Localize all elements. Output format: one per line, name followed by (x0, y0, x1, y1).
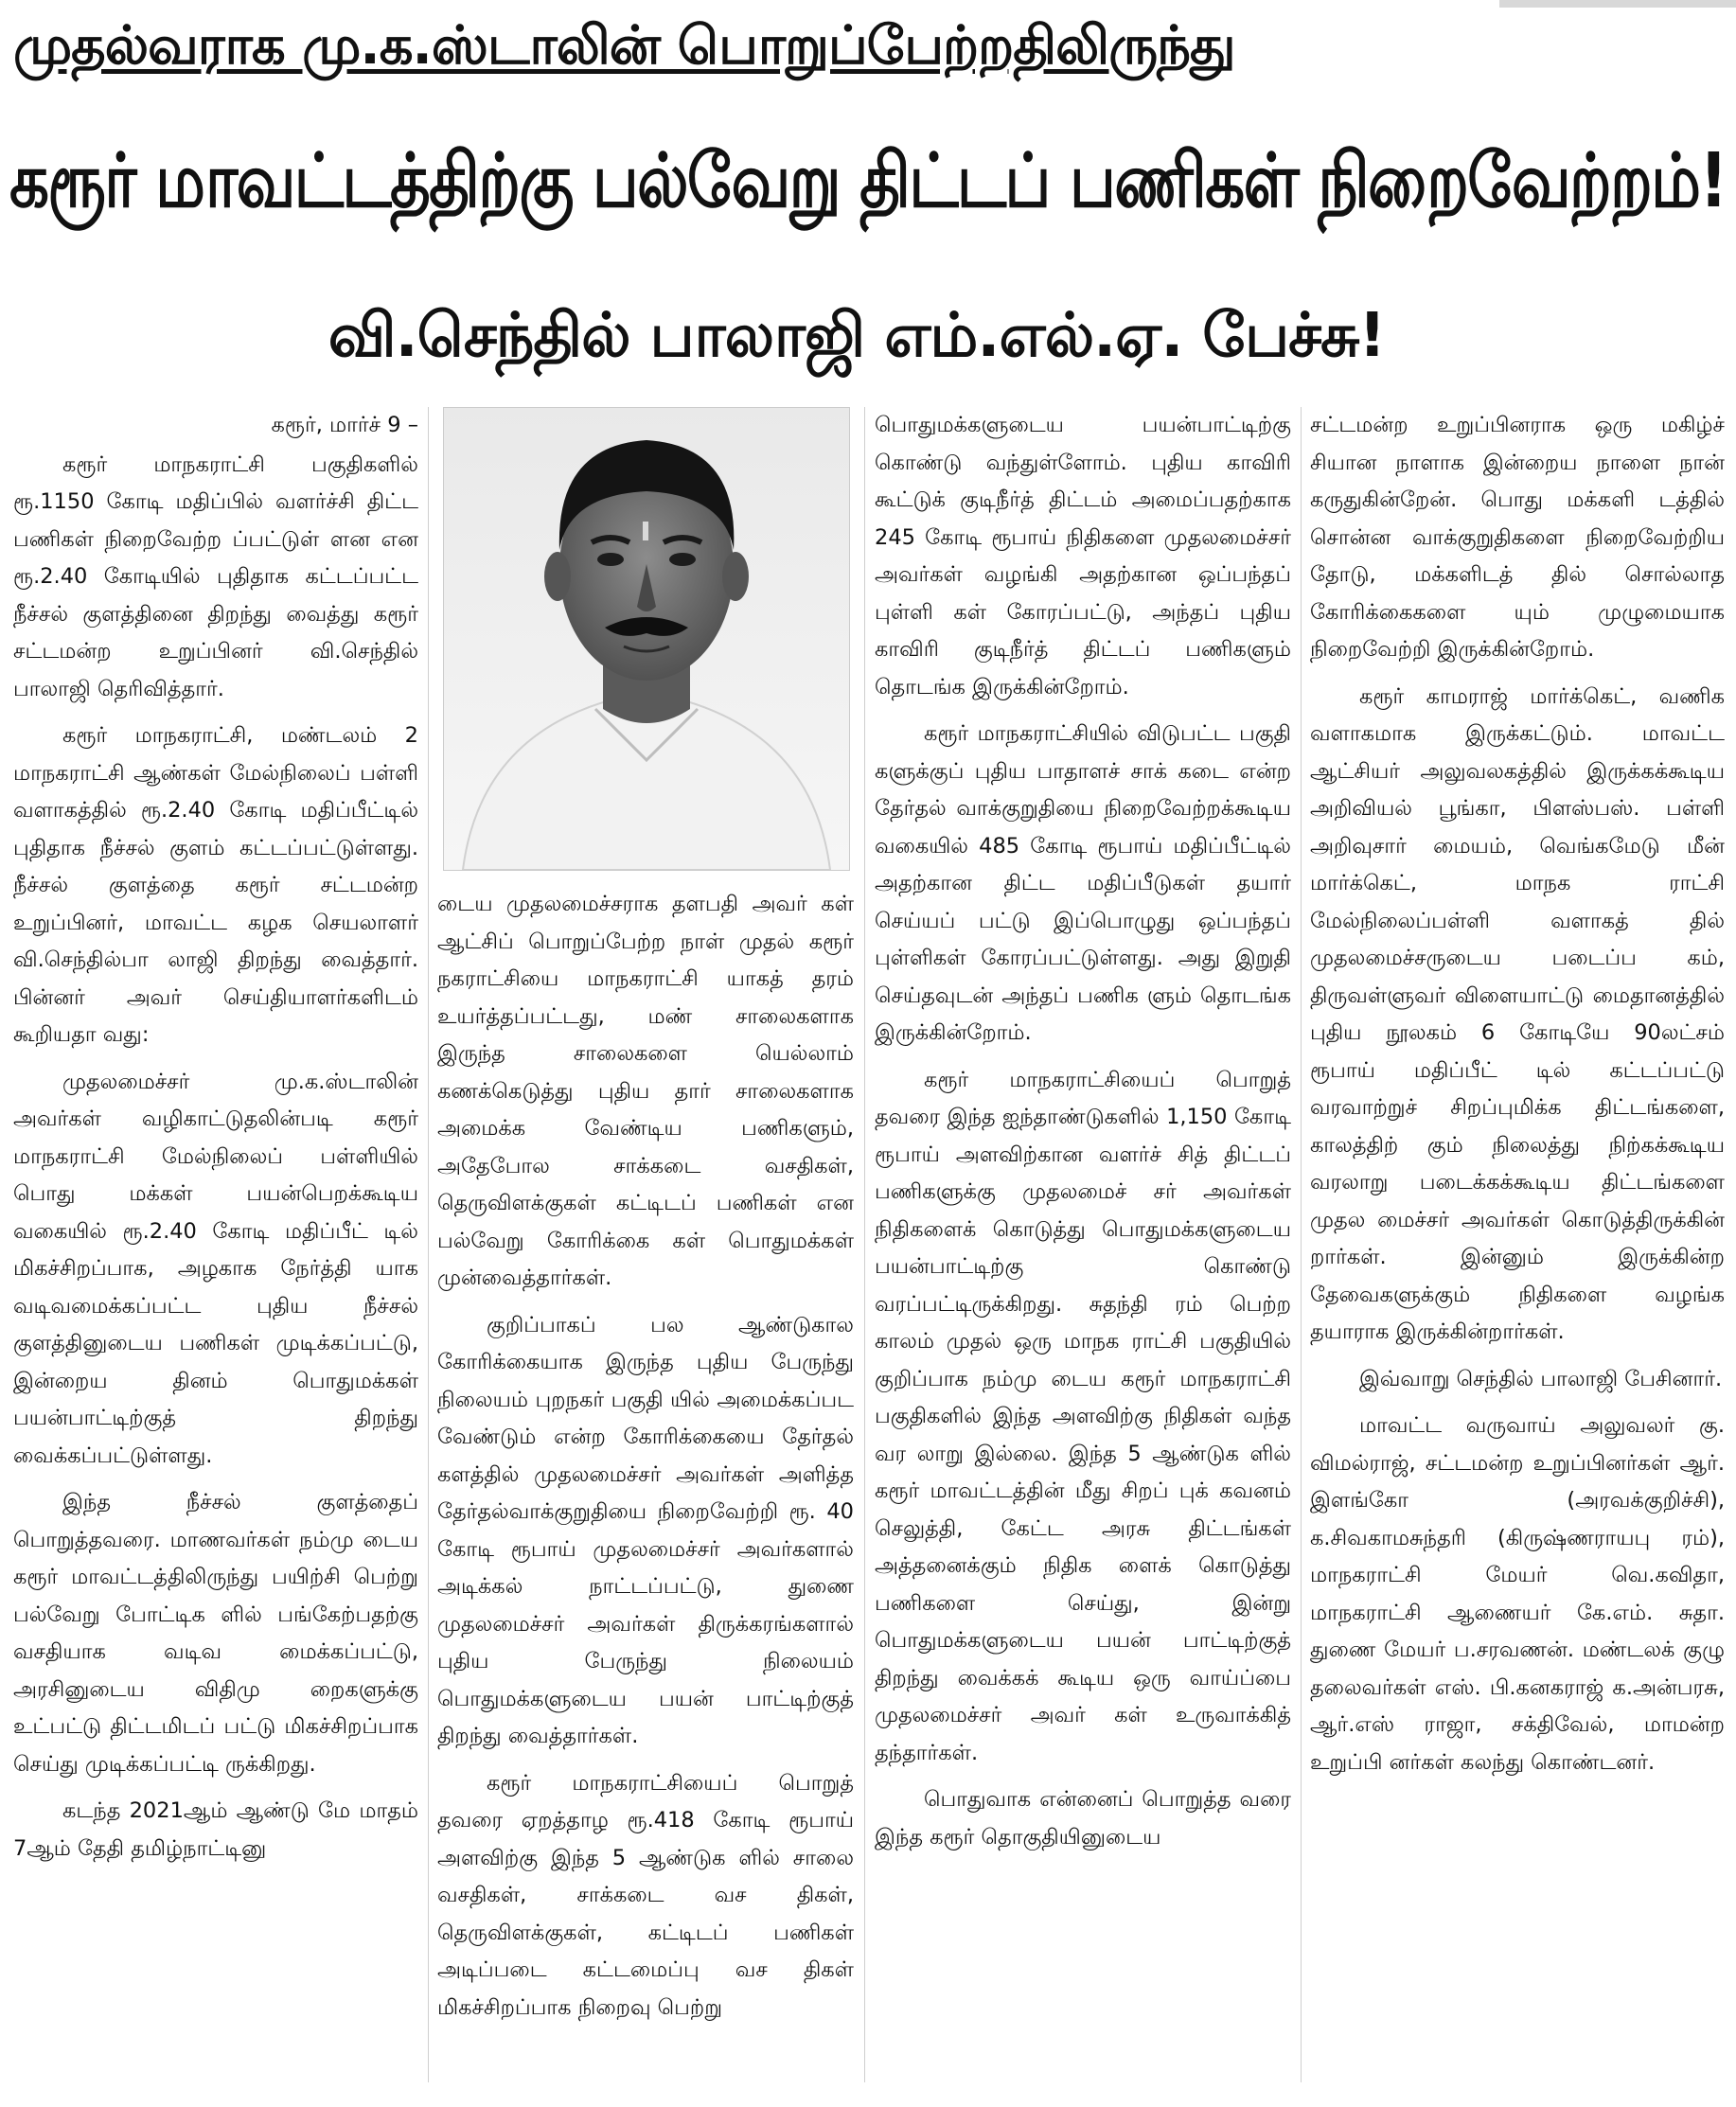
paragraph: கடந்த 2021ஆம் ஆண்டு மே மாதம் 7ஆம் தேதி தமிழ்நாட்டினு (13, 1798, 418, 1861)
paragraph: குறிப்பாகப் பல ஆண்டுகால கோரிக்கையாக இருந்த புதிய பேருந்து நிலையம் புறநகர் பகுதி யில் அமைக்கப்பட வேண்டும் என்ற கோரிக்கையை தேர்தல் களத்தில் முதலமைச்சர் அவர்கள் அளித்த தேர்தல்வாக்குறுதியை நிறைவேற்றி ரூ. 40 கோடி ரூபாய் முதலமைச்சர் அவர்களால் அடிக்கல் நாட்டப்பட்டு, துணை முதலமைச்சர் அவர்கள் திருக்கரங்களால் புதிய பேருந்து நிலையம் பொதுமக்களுடைய பயன் பாட்டிற்குத் திறந்து வைத்தார்கள். (437, 1312, 854, 1748)
main-headline: கரூர் மாவட்டத்திற்கு பல்வேறு திட்டப் பணிகள் நிறைவேற்றம்! (9, 137, 1727, 224)
paragraph: கரூர் மாநகராட்சி பகுதிகளில் ரூ.1150 கோடி மதிப்பில் வளர்ச்சி திட்ட பணிகள் நிறைவேற்ற ப்பட்டுள் ளன என ரூ.2.40 கோடியில் புதிதாக கட்டப்பட்ட நீச்சல் குளத்தினை திறந்து வைத்து கரூர் சட்டமன்ற உறுப்பினர் வி.செந்தில் பாலாஜி தெரிவித்தார். (13, 452, 418, 701)
paragraph: கரூர் மாநகராட்சி, மண்டலம் 2 மாநகராட்சி ஆண்கள் மேல்நிலைப் பள்ளி வளாகத்தில் ரூ.2.40 கோடி மதிப்பீட்டில் புதிதாக நீச்சல் குளம் கட்டப்பட்டுள்ளது. நீச்சல் குளத்தை கரூர் சட்டமன்ற உறுப்பினர், மாவட்ட கழக செயலாளர் வி.செந்தில்பா லாஜி திறந்து வைத்தார். பின்னர் அவர் செய்தியாளர்களிடம் கூறியதா வது: (13, 723, 418, 1047)
paragraph: கரூர் மாநகராட்சியைப் பொறுத் தவரை இந்த ஐந்தாண்டுகளில் 1,150 கோடி ரூபாய் அளவிற்கான வளர்ச் சித் திட்டப் பணிகளுக்கு முதலமைச் சர் அவர்கள் நிதிகளைக் கொடுத்து பொதுமக்களுடைய பயன்பாட்டிற்கு கொண்டு வரப்பட்டிருக்கிறது. சுதந்தி ரம் பெற்ற காலம் முதல் ஒரு மாநக ராட்சி பகுதியில் குறிப்பாக நம்மு டைய கரூர் மாநகராட்சி பகுதிகளில் இந்த அளவிற்கு நிதிகள் வந்த வர லாறு இல்லை. இந்த 5 ஆண்டுக ளில் கரூர் மாவட்டத்தின் மீது சிறப் புக் கவனம் செலுத்தி, கேட்ட அரசு திட்டங்கள் அத்தனைக்கும் நிதிக ளைக் கொடுத்து பணிகளை செய்து, இன்று பொதுமக்களுடைய பயன் பாட்டிற்குத் திறந்து வைக்கக் கூடிய ஒரு வாய்ப்பை முதலமைச்சர் அவர் கள் உருவாக்கித் தந்தார்கள். (875, 1067, 1291, 1765)
article-column-2 (437, 407, 854, 2036)
paragraph: இவ்வாறு செந்தில் பாலாஜி பேசினார். (1359, 1366, 1723, 1391)
article-column-3 (875, 407, 1291, 1866)
paragraph: மாவட்ட வருவாய் அலுவலர் கு. விமல்ராஜ், சட்டமன்ற உறுப்பினர்கள் ஆர். இளங்கோ (அரவக்குறிச்சி), க.சிவகாமசுந்தரி (கிருஷ்ணராயபு ரம்), மாநகராட்சி மேயர் வெ.கவிதா, மாநகராட்சி ஆணையர் கே.எம். சுதா. துணை மேயர் ப.சரவணன். மண்டலக் குழு தலைவர்கள் எஸ். பி.கனகராஜ் க.அன்பரசு, ஆர்.எஸ் ராஜா, சக்திவேல், மாமன்ற உறுப்பி னர்கள் கலந்து கொண்டனர். (1310, 1413, 1725, 1775)
kicker-headline: முதல்வராக மு.க.ஸ்டாலின் பொறுப்பேற்றதிலிருந்து (13, 15, 1235, 77)
paragraph: பொதுவாக என்னைப் பொறுத்த வரை இந்த கரூர் தொகுதியினுடைய (875, 1787, 1291, 1850)
paragraph: இந்த நீச்சல் குளத்தைப் பொறுத்தவரை. மாணவர்கள் நம்மு டைய கரூர் மாவட்டத்திலிருந்து பயிற்சி பெற்று பல்வேறு போட்டிக ளில் பங்கேற்பதற்கு வசதியாக வடிவ மைக்கப்பட்டு, அரசினுடைய விதிமு றைகளுக்கு உட்பட்டு திட்டமிடப் பட்டு மிகச்சிறப்பாக செய்து முடிக்கப்பட்டி ருக்கிறது. (13, 1490, 418, 1777)
portrait-image (444, 408, 849, 870)
column-divider (428, 407, 429, 2082)
paragraph: கரூர் மாநகராட்சியில் விடுபட்ட பகுதி களுக்குப் புதிய பாதாளச் சாக் கடை என்ற தேர்தல் வாக்குறுதியை நிறைவேற்றக்கூடிய வகையில் 485 கோடி ரூபாய் மதிப்பீட்டில் அதற்கான திட்ட மதிப்பீடுகள் தயார் செய்யப் பட்டு இப்பொழுது ஒப்பந்தப் புள்ளிகள் கோரப்பட்டுள்ளது. அது இறுதி செய்தவுடன் அந்தப் பணிக ளும் தொடங்க இருக்கின்றோம். (875, 721, 1291, 1045)
dateline: கரூர், மார்ச் 9 – (271, 413, 418, 437)
paragraph: சட்டமன்ற உறுப்பினராக ஒரு மகிழ்ச் சியான நாளாக இன்றைய நாளை நான் கருதுகின்றேன். பொது மக்களி டத்தில் சொன்ன வாக்குறுதிகளை நிறைவேற்றிய தோடு, மக்களிடத் தில் சொல்லாத கோரிக்கைகளை யும் முழுமையாக நிறைவேற்றி இருக்கின்றோம். (1310, 413, 1725, 662)
portrait-photo (443, 407, 850, 871)
article-column-4 (1310, 407, 1725, 1791)
column-divider (1301, 407, 1302, 2082)
paragraph: கரூர் மாநகராட்சியைப் பொறுத் தவரை ஏறத்தாழ ரூ.418 கோடி ரூபாய் அளவிற்கு இந்த 5 ஆண்டுக ளில் சாலை வசதிகள், சாக்கடை வச திகள், தெருவிளக்குகள், கட்டிடப் பணிகள் அடிப்படை கட்டமைப்பு வச திகள் மிகச்சிறப்பாக நிறைவு பெற்று (437, 1770, 854, 2020)
sub-headline: வி.செந்தில் பாலாஜி எம்.எல்.ஏ. பேச்சு! (328, 301, 1386, 371)
paragraph: பொதுமக்களுடைய பயன்பாட்டிற்கு கொண்டு வந்துள்ளோம். புதிய காவிரி கூட்டுக் குடிநீர்த் திட்டம் அமைப்பதற்காக 245 கோடி ரூபாய் நிதிகளை முதலமைச்சர் அவர்கள் வழங்கி அதற்கான ஒப்பந்தப் புள்ளி கள் கோரப்பட்டு, அந்தப் புதிய காவிரி குடிநீர்த் திட்டப் பணிகளும் தொடங்க இருக்கின்றோம். (875, 413, 1291, 699)
column-divider (864, 407, 865, 2082)
top-edge-mark (1499, 0, 1736, 8)
paragraph: கரூர் காமராஜ் மார்க்கெட், வணிக வளாகமாக இருக்கட்டும். மாவட்ட ஆட்சியர் அலுவலகத்தில் இருக்கக்கூடிய அறிவியல் பூங்கா, பிளஸ்பஸ். பள்ளி அறிவுசார் மையம், வெங்கமேடு மீன் மார்க்கெட், மாநக ராட்சி மேல்நிலைப்பள்ளி வளாகத் தில் முதலமைச்சருடைய படைப்ப கம், திருவள்ளுவர் விளையாட்டு மைதானத்தில் புதிய நூலகம் 6 கோடியே 90லட்சம் ரூபாய் மதிப்பீட் டில் கட்டப்பட்டு வரவாற்றுச் சிறப்புமிக்க திட்டங்களை, காலத்திற் கும் நிலைத்து நிற்கக்கூடிய வரலாறு படைக்கக்கூடிய திட்டங்களை முதல மைச்சர் அவர்கள் கொடுத்திருக்கின் றார்கள். இன்னும் இருக்கின்ற தேவைகளுக்கும் நிதிகளை வழங்க தயாராக இருக்கின்றார்கள். (1310, 683, 1725, 1344)
paragraph: முதலமைச்சர் மு.க.ஸ்டாலின் அவர்கள் வழிகாட்டுதலின்படி கரூர் மாநகராட்சி மேல்நிலைப் பள்ளியில் பொது மக்கள் பயன்பெறக்கூடிய வகையில் ரூ.2.40 கோடி மதிப்பீட் டில் மிகச்சிறப்பாக, அழகாக நேர்த்தி யாக வடிவமைக்கப்பட்ட புதிய நீச்சல் குளத்தினுடைய பணிகள் முடிக்கப்பட்டு, இன்றைய தினம் பொதுமக்கள் பயன்பாட்டிற்குத் திறந்து வைக்கப்பட்டுள்ளது. (13, 1069, 418, 1468)
article-column-1 (13, 407, 418, 1877)
paragraph: டைய முதலமைச்சராக தளபதி அவர் கள் ஆட்சிப் பொறுப்பேற்ற நாள் முதல் கரூர் நகராட்சியை மாநகராட்சி யாகத் தரம் உயர்த்தப்பட்டது, மண் சாலைகளாக இருந்த சாலைகளை யெல்லாம் கணக்கெடுத்து புதிய தார் சாலைகளாக அமைக்க வேண்டிய பணிகளும், அதேபோல சாக்கடை வசதிகள், தெருவிளக்குகள் கட்டிடப் பணிகள் என பல்வேறு கோரிக்கை கள் பொதுமக்கள் முன்வைத்தார்கள். (437, 892, 854, 1290)
